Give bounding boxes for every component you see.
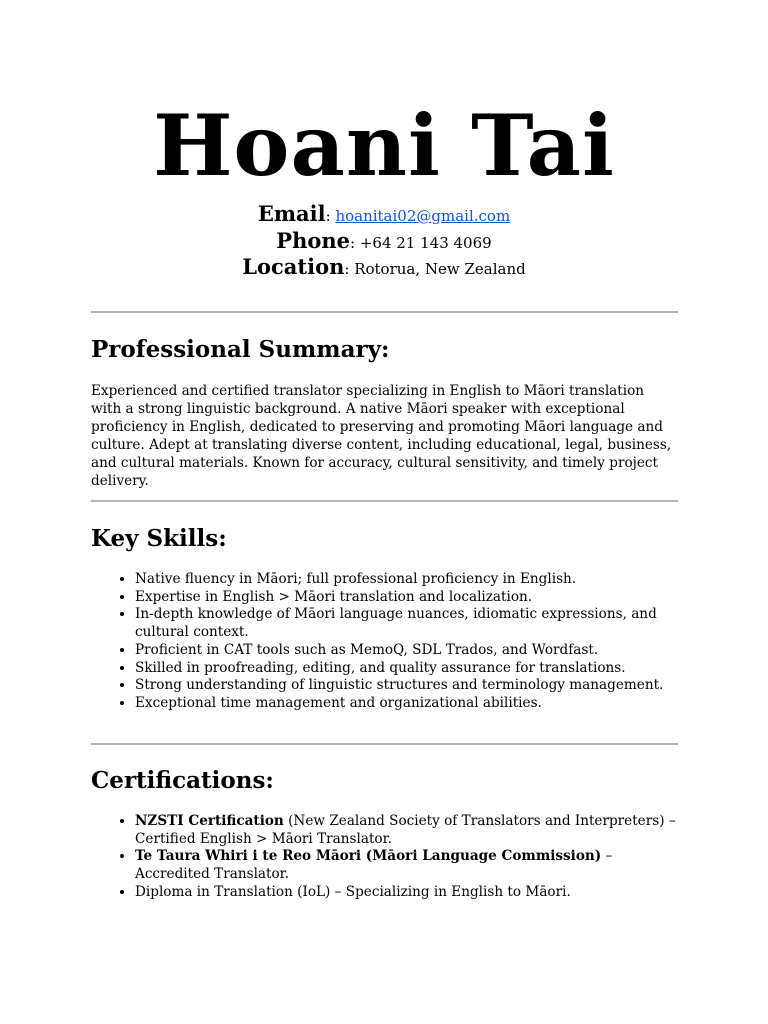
location-value: Rotorua, New Zealand — [354, 260, 526, 278]
phone-line — [0, 228, 768, 256]
phone-separator: : — [350, 234, 360, 252]
list-item — [135, 813, 681, 848]
summary-text: Experienced and certified translator specializing in English to Māori translation with a strong linguistic background. A native Māori speaker with exceptional proficiency in English, dedicated to preserving and promoting Māori language and culture. Adept at translating diverse content, including educational, legal, business, and cultural materials. Known for accuracy, cultural sensitivity, and timely project delivery. — [91, 383, 672, 489]
phone-label: Phone — [276, 228, 350, 253]
summary-heading: Professional Summary: — [91, 336, 390, 363]
phone-value: +64 21 143 4069 — [359, 234, 492, 252]
location-line — [0, 254, 768, 282]
list-item: • In-depth knowledge of Māori language nuances, idiomatic expressions, and cultural context. — [135, 606, 681, 641]
email-line — [0, 201, 768, 229]
list-item — [135, 848, 681, 883]
certification-title: Te Taura Whiri i te Reo Māori (Māori Language Commission) — [135, 848, 602, 865]
certifications-list — [91, 813, 681, 902]
list-item: • Skilled in proofreading, editing, and quality assurance for translations. — [135, 660, 681, 678]
location-label: Location — [242, 254, 345, 279]
list-item — [135, 884, 681, 902]
skills-list — [91, 571, 681, 713]
email-link[interactable]: hoanitai02@gmail.com — [335, 207, 511, 225]
certification-detail: – Accredited Translator. — [135, 848, 613, 883]
list-item: • Proficient in CAT tools such as MemoQ, SDL Trados, and Wordfast. — [135, 642, 681, 660]
candidate-name: Hoani Tai — [153, 96, 615, 195]
email-separator: : — [325, 207, 336, 225]
section-divider — [91, 500, 678, 502]
skills-heading: Key Skills: — [91, 525, 227, 552]
certification-title: NZSTI Certification — [135, 813, 284, 829]
list-item: • Native fluency in Māori; full professional proficiency in English. — [135, 571, 681, 589]
section-divider — [91, 743, 678, 745]
list-item: • Strong understanding of linguistic structures and terminology management. — [135, 677, 681, 695]
email-label: Email — [257, 201, 326, 226]
certification-detail: (New Zealand Society of Translators and Interpreters) – Certified English > Māori Translator. — [135, 813, 676, 847]
location-separator: : — [344, 260, 355, 278]
list-item: • Exceptional time management and organizational abilities. — [135, 695, 681, 713]
certifications-heading: Certifications: — [91, 767, 274, 794]
certification-detail: Diploma in Translation (IoL) – Specializing in English to Māori. — [135, 883, 571, 900]
section-divider — [91, 311, 678, 313]
list-item: • Expertise in English > Māori translation and localization. — [135, 589, 681, 607]
